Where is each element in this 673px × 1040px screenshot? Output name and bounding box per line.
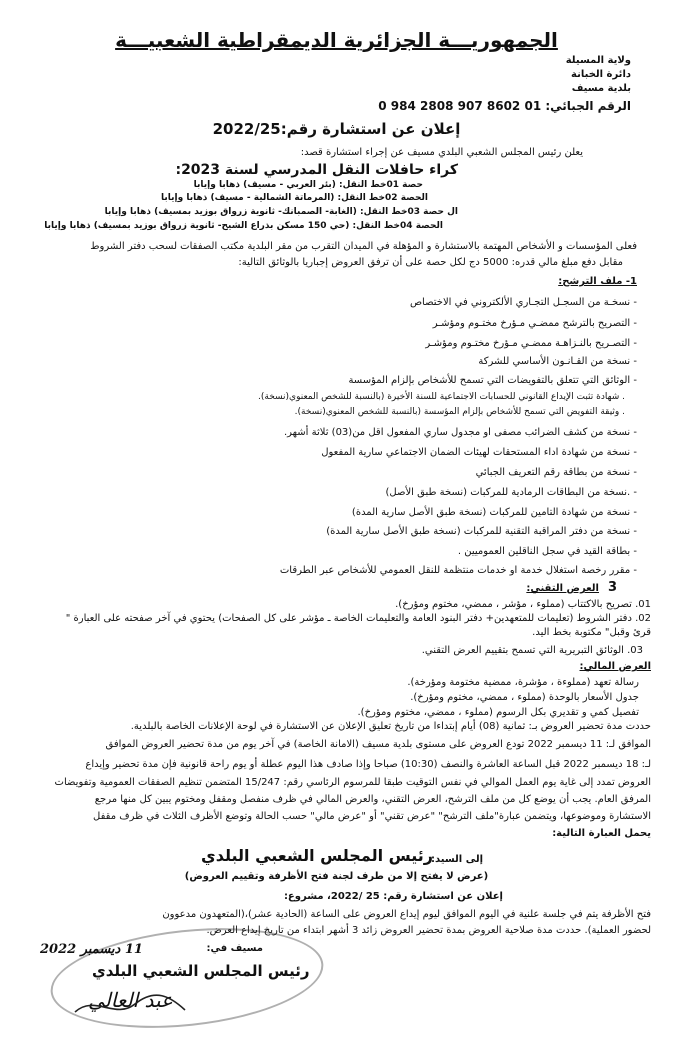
terms-line: يحمل العبارة التالية: xyxy=(552,828,651,839)
financial-item: تفصيل كمي و تقديري بكل الرسوم (مملوء ، ممضي، مختوم ومؤرخ). xyxy=(357,707,639,718)
wilaya-line: ولاية المسيلة xyxy=(565,55,631,66)
technical-item: 01. تصريح بالاكتتاب (مملوء ، مؤشر ، ممضي، مختوم ومؤرخ). xyxy=(395,599,651,610)
technical-item: قرئ وقبل" مكتوبة بخط اليد. xyxy=(532,627,651,638)
signature-name: عبد العالي xyxy=(88,988,173,1012)
envelope-reference: إعلان عن استشارة رقم: 25 /2022، مشروع: xyxy=(283,891,503,902)
opening-line-1: فتح الأظرفة يتم في جلسة علنية في اليوم الموافق ليوم إيداع العروض على الساعة (الحادية عشر)،(المتعهدون مدعوون xyxy=(162,909,651,920)
candidacy-item: - نسخة من دفتر المراقبة التقنية للمركبات (نسخة طبق الأصل سارية المدة) xyxy=(326,526,637,537)
section-technical-title: العرض التقني: xyxy=(526,583,599,594)
terms-line: حددت مدة تحضير العروض بـ: ثمانية (08) أيام إبتداءا من تاريخ تعليق الإعلان عن الاستشارة في لوحة الإعلانات الخاصة بالبلدية. xyxy=(130,721,651,732)
baladia-line: بلدية مسيف xyxy=(571,83,631,94)
candidacy-item: - التصريح بالترشح ممضـي مـؤرخ مختـوم ومؤشـر xyxy=(433,318,637,329)
candidacy-item: - مقرر رخصة استغلال خدمة او خدمات منتظمة للنقل العمومي للأشخاص عبر الطرقات xyxy=(280,565,637,576)
terms-line: لـ: 18 ديسمبر 2022 قبل الساعة العاشرة والنصف (10:30) صباحا وإذا صادف هذا اليوم عطلة أو يوم راحة قانونية فإن مدة تحضير وإيداع xyxy=(85,759,651,770)
candidacy-item: - نسخـة من السجـل التجـاري الألكتروني في الاختصاص xyxy=(410,297,637,308)
terms-line: الموافق لـ: 11 ديسمبر 2022 تودع العروض على مستوى بلدية مسيف (الامانة الخاصة) في آخر يوم من مدة تحضير العروض الموافق xyxy=(105,739,651,750)
lot-2: الحصة 02خط النقل: (المرماتة الشمالية - مسيف) ذهابا وإيابا xyxy=(161,193,428,203)
section-financial-title: العرض المالي: xyxy=(579,661,651,672)
financial-item: جدول الأسعار بالوحدة (مملوء ، ممضي، مختوم ومؤرخ). xyxy=(410,692,639,703)
republic-header: الجمهوريـــة الجزائرية الديمقراطية الشعبيـــة xyxy=(115,28,558,52)
signature-title: رئيس المجلس الشعبي البلدي xyxy=(92,962,310,980)
terms-line: العروض تمدد إلى غاية يوم العمل الموالي في نفس التوقيت طبقا للمرسوم الرئاسي رقم: 15/247 المتضمن تنظيم الصفقات العمومية وتفويضات xyxy=(54,777,651,788)
candidacy-item: . وثيقة التفويض التي تسمح للأشخاص بإلزام المؤسسة (بالنسبة للشخص المعنوي(نسخة). xyxy=(294,407,625,417)
technical-item: 03. الوثائق التبريرية التي تسمح بتقييم العرض التقني. xyxy=(421,645,643,656)
subject-title: كراء حافلات النقل المدرسي لسنة 2023: xyxy=(175,162,458,178)
candidacy-item: - الوثائق التي تتعلق بالتفويضات التي تسمح للأشخاص بإلزام المؤسسة xyxy=(348,375,637,386)
candidacy-item: . شهادة تثبت الإيداع القانوني للحسابات الاجتماعية للسنة الأخيرة (بالنسبة للشخص المعنوي(نسخة). xyxy=(258,392,625,402)
invite-line-1: فعلى المؤسسات و الأشخاص المهتمة بالاستشارة و المؤهلة في الميدان التقرب من مقر البلدية مكتب الصفقات لسحب دفتر الشروط xyxy=(90,241,637,252)
candidacy-item: - نسخة من القـانـون الأساسي للشركة xyxy=(478,356,637,367)
lot-3: ال حصة 03خط النقل: (الغابة- الصمبانك- ثانوية زرواق بوزيد بمسيف) ذهابا وإيابا xyxy=(104,207,458,217)
signature-place: مسيف في: xyxy=(206,943,263,954)
candidacy-item: - نسخة من كشف الضرائب مصفى او مجدول ساري المفعول اقل من(03) ثلاثة أشهر. xyxy=(284,427,637,438)
candidacy-item: - نسخة من شهادة اداء المستحقات لهيئات الضمان الاجتماعي سارية المفعول xyxy=(321,447,637,458)
handwritten-signature xyxy=(70,990,190,1022)
candidacy-item: - بطاقة القيد في سجل الناقلين العموميين . xyxy=(458,546,637,557)
lot-1: حصة 01خط النقل: (بئر العربي - مسيف) ذهابا وإيابا xyxy=(193,180,423,190)
candidacy-item: - نسخة من بطاقة رقم التعريف الجبائي xyxy=(476,467,637,478)
daira-line: دائرة الخبانة xyxy=(571,69,631,80)
lot-4: الحصة 04خط النقل: (حي 150 مسكن بذراع الشيح- ثانوية زرواق بوزيد بمسيف) ذهابا وإيابا xyxy=(44,221,443,231)
envelope-to-label: إلى السيد: xyxy=(431,854,483,865)
envelope-recipient: رئيس المجلس الشعبي البلدي xyxy=(201,846,433,865)
signature-date: 11 ديسمبر 2022 xyxy=(40,942,143,957)
consultation-title: إعلان عن استشارة رقم:2022/25 xyxy=(212,120,461,138)
opening-line-2: لحضور العملية). حددت مدة صلاحية العروض بمدة تحضير العروض زائد 3 أشهر ابتداء من تاريخ إيداع العرض. xyxy=(206,925,651,936)
technical-item: 02. دفتر الشروط (تعليمات للمتعهدين+ دفتر البنود العامة والتعليمات الخاصة ـ مؤشر على كل الصفحات) يحتوي في آخر صفحته على العبارة " xyxy=(65,613,651,624)
terms-line: المرفق العام. يجب أن يوضع كل من ملف الترشح، العرض التقني، والعرض المالي في ظرف منفصل ومقفل ومختوم يبين كل منها مرجع xyxy=(94,794,651,805)
intro-text: يعلن رئيس المجلس الشعبي البلدي مسيف عن إجراء استشارة قصد: xyxy=(300,147,583,158)
fiscal-number: الرقم الجبائي: 01 8602 907 2808 984 0 xyxy=(378,99,631,113)
financial-item: رسالة تعهد (مملوءة ، مؤشرة، ممضية مختومة ومؤرخة). xyxy=(407,677,639,688)
terms-line: الاستشارة وموضوعها، ويتضمن عبارة"ملف الترشح" "عرض تقني" أو "عرض مالي" حسب الحالة وتوضع الأظرف الثلاث في ظرف مقفل xyxy=(93,811,651,822)
envelope-note: (عرض لا يفتح إلا من طرف لجنة فتح الأظرفة وتقييم العروض) xyxy=(184,871,489,882)
section-technical-number: 3 xyxy=(607,580,617,595)
candidacy-item: - .نسخة من البطاقات الرمادية للمركبات (نسخة طبق الأصل) xyxy=(386,487,637,498)
section-candidacy-title: 1- ملف الترشح: xyxy=(558,276,637,287)
invite-line-2: مقابل دفع مبلغ مالي قدره: 5000 دج لكل حصة على أن ترفق العروض إجباريا بالوثائق التالية: xyxy=(238,257,623,268)
candidacy-item: - التصـريح بالنـزاهـة ممضـي مـؤرخ مختـوم ومؤشـر xyxy=(425,338,637,349)
candidacy-item: - نسخة من شهادة التامين للمركبات (نسخة طبق الأصل سارية المدة) xyxy=(352,507,637,518)
